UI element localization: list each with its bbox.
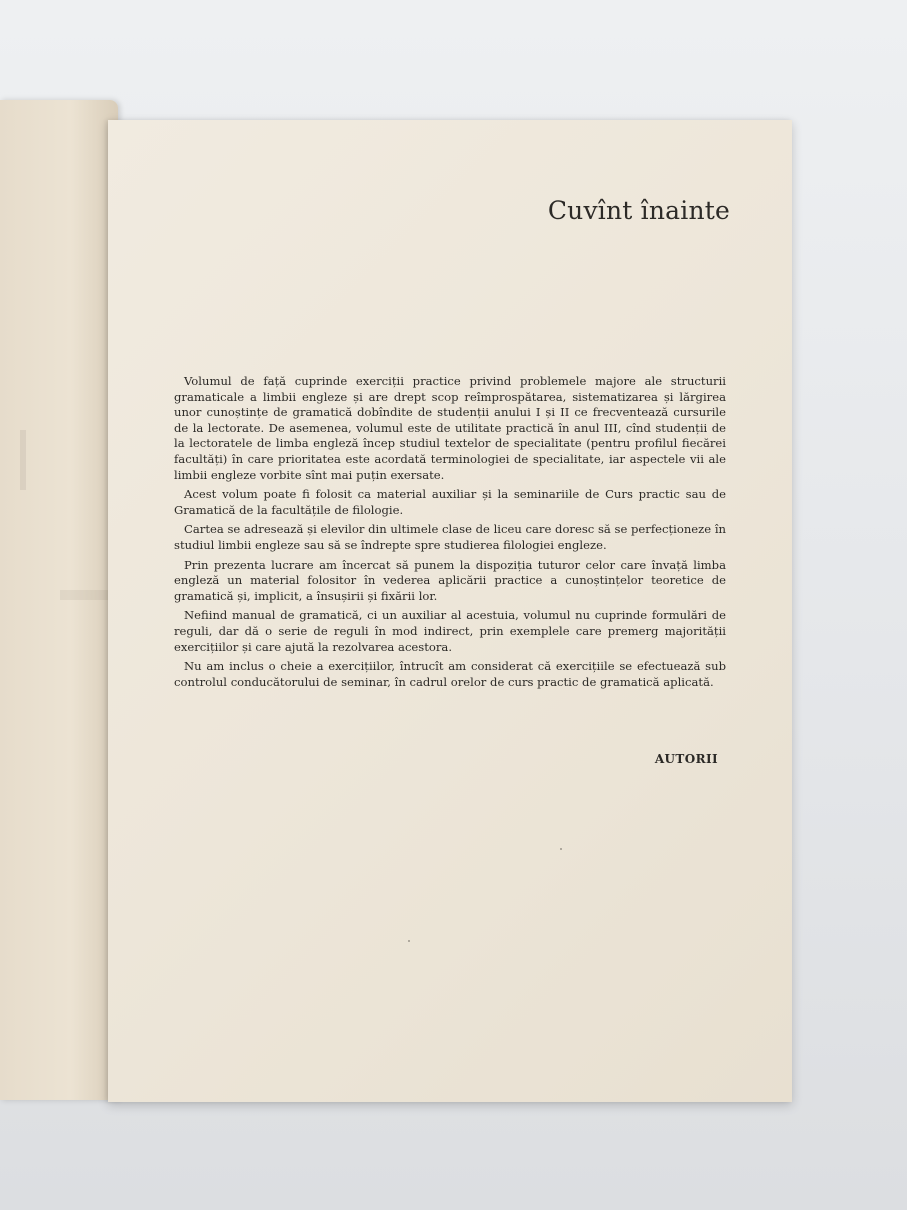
paragraph: Volumul de față cuprinde exerciții practice privind problemele majore ale structurii gramaticale a limbii engleze și are drept scop reîmprospătarea, sistematizarea și lărgirea unor cunoștințe de gramatică dobîndite de studenții anului I și II ce frecventează cursurile de la lectorate. De asemenea, volumul este de utilitate practică în anul III, cînd studenții de la lectoratele de limba engleză încep studiul textelor de specialitate (pentru profilul fiecărei facultăți) în care prioritatea este acordată terminologiei de specialitate, iar aspectele vii ale limbii engleze vorbite sînt mai puțin exersate. [174, 374, 726, 482]
paper-speck [560, 848, 562, 850]
authors-signature: AUTORII [654, 752, 718, 766]
paragraph: Nu am inclus o cheie a exercițiilor, întrucît am considerat că exercițiile se efectuează sub controlul conducătorului de seminar, în cadrul orelor de curs practic de gramatică aplicată. [174, 659, 726, 689]
preface-body [174, 374, 726, 694]
book-page [108, 120, 792, 1102]
paragraph: Acest volum poate fi folosit ca material auxiliar și la seminariile de Curs practic sau de Gramatică de la facultățile de filologie. [174, 487, 726, 517]
bleed-through-mark [20, 430, 66, 490]
page-title: Cuvînt înainte [547, 196, 730, 225]
paragraph: Nefiind manual de gramatică, ci un auxiliar al acestuia, volumul nu cuprinde formulări de reguli, dar dă o serie de reguli în mod indirect, prin exemplele care premerg majorității exercițiilor și care ajută la rezolvarea acestora. [174, 608, 726, 654]
left-page-edge [0, 100, 118, 1100]
paper-speck [408, 940, 410, 942]
paragraph: Cartea se adresează și elevilor din ultimele clase de liceu care doresc să se perfecționeze în studiul limbii engleze sau să se îndrepte spre studierea filologiei engleze. [174, 522, 726, 552]
paragraph: Prin prezenta lucrare am încercat să punem la dispoziția tuturor celor care învață limba engleză un material folositor în vederea aplicării practice a cunoștințelor teoretice de gramatică și, implicit, a însușirii și fixării lor. [174, 557, 726, 603]
